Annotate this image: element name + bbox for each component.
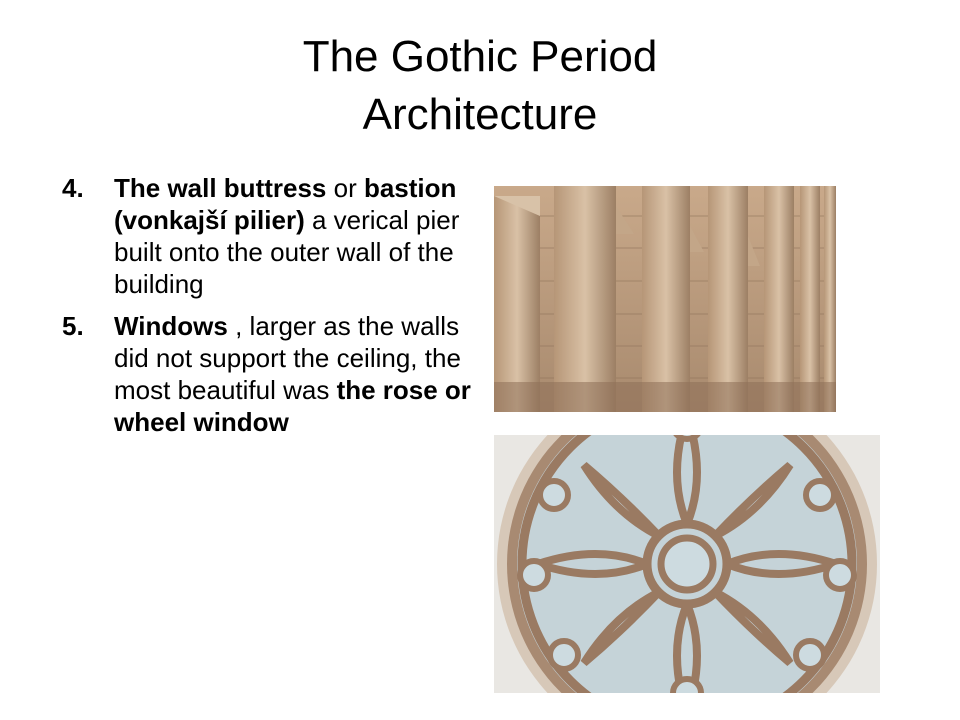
connector-text: or <box>326 173 364 203</box>
list-item-buttress <box>62 172 482 300</box>
title-line-2: Architecture <box>362 90 598 139</box>
buttress-description: a verical pier built onto the outer wall of the building <box>114 205 460 299</box>
list-item-windows <box>62 310 482 438</box>
list-number: 4. <box>62 173 84 203</box>
term-wall-buttress: The wall buttress <box>114 173 327 203</box>
content-list <box>62 172 482 448</box>
term-windows: Windows <box>114 311 228 341</box>
windows-description: , larger as the walls did not support the ceiling, the most beautiful was <box>114 311 461 405</box>
rose-window-photo <box>494 435 880 693</box>
buttress-photo <box>494 186 836 412</box>
term-rose-window: the rose or wheel window <box>114 375 471 437</box>
term-bastion: bastion (vonkajší pilier) <box>114 173 457 235</box>
list-number: 5. <box>62 311 84 341</box>
slide-title <box>0 28 960 144</box>
title-line-1: The Gothic Period <box>302 32 658 81</box>
